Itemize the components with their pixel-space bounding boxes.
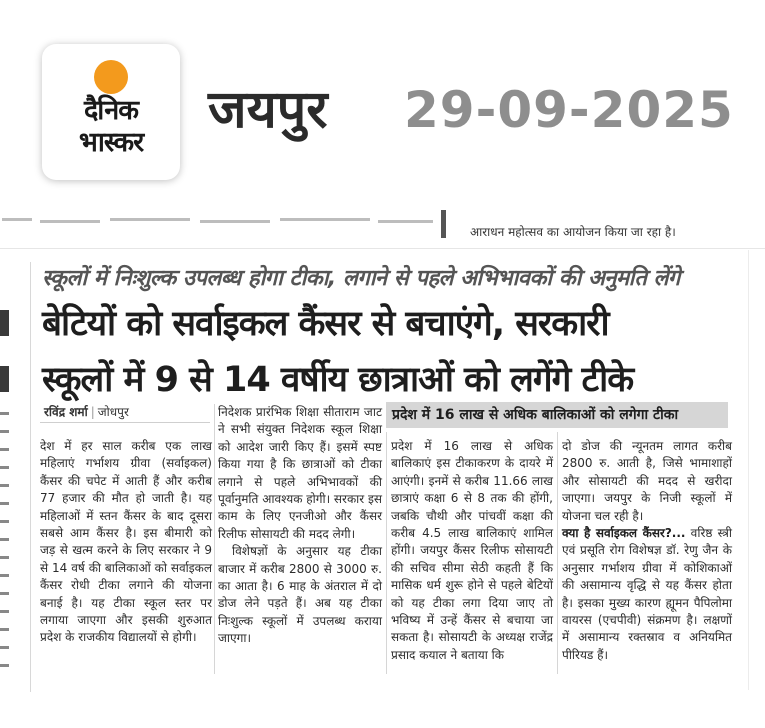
column-divider [557, 432, 558, 674]
sun-icon [94, 60, 128, 94]
column-3-text: प्रदेश में 16 लाख से अधिक बालिकाएं इस टीकाकरण के दायरे में आएंगी। इनमें से करीब 11.66 लाख छात्राएं कक्षा 6 से 8 तक की होंगी, जबकि चौथी और पांचवीं कक्षा की करीब 4.5 लाख बालिकाएं शामिल होंगी। जयपुर कैंसर रिलीफ सोसायटी की सचिव सीमा सेठी कहती हैं कि मासिक धर्म शुरू होने से पहले बेटियों को यह टीका लगा दिया जाए तो भविष्य में उन्हें कैंसर से बचाया जा सकता है। सोसायटी के अध्यक्ष राजेंद्र प्रसाद कयाल ने बताया कि [391, 439, 553, 662]
column-2-para-2: विशेषज्ञों के अनुसार यह टीका बाजार में करीब 2800 से 3000 रु. का आता है। 6 माह के अंतराल में दो डोज लेने पड़ते हैं। अब यह टीका निःशुल्क स्कूलों में उपलब्ध कराया जाएगा। [218, 544, 382, 646]
edition-city: जयपुर [208, 80, 328, 140]
logo-word-dainik: दैनिक [83, 95, 139, 126]
column-4-para-2-text: वरिष्ठ स्त्री एवं प्रसूति रोग विशेषज्ञ डॉ. रेणु जैन के अनुसार गर्भाशय ग्रीवा में कोशिकाओं की असामान्य वृद्धि से यह कैंसर होता है। इसका मुख्य कारण ह्यूमन पैपिलोमा वायरस (एचपीवी) संक्रमण है। लक्षणों में असामान्य रक्तस्राव व अनियमित पीरियड हैं। [562, 526, 732, 662]
column-2-para-1: निदेशक प्रारंभिक शिक्षा सीताराम जाट ने सभी संयुक्त निदेशक स्कूल शिक्षा को आदेश जारी किए हैं। इसमें स्पष्ट किया गया है कि छात्राओं को टीका लगाने से पहले अभिभावकों की पूर्वानुमति आवश्यक होगी। सरकार इस काम के लिए एनजीओ और कैंसर रिलीफ सोसायटी की मदद लेगी। [218, 405, 382, 541]
article-kicker: स्कूलों में निःशुल्क उपलब्ध होगा टीका, लगाने से पहले अभिभावकों की अनुमति लेंगे [42, 266, 680, 291]
logo-word-bhaskar: भास्कर [78, 127, 144, 158]
article-column-1 [40, 438, 212, 647]
byline-place: जोधपुर [97, 405, 129, 419]
article-subhead: प्रदेश में 16 लाख से अधिक बालिकाओं को लगेगा टीका [392, 407, 679, 423]
column-4-para-1: दो डोज की न्यूनतम लागत करीब 2800 रु. आती है, जिसे भामाशाहों और सोसायटी की मदद से खरीदा जाएगा। जयपुर के निजी स्कूलों में योजना चल रही है। [562, 439, 732, 523]
section-divider [0, 248, 765, 249]
clipped-left-column [0, 262, 10, 692]
column-divider [386, 432, 387, 674]
article-column-4 [562, 438, 732, 664]
column-divider [441, 210, 446, 238]
headline-line-1: बेटियों को सर्वाइकल कैंसर से बचाएंगे, सरकारी [42, 304, 609, 344]
headline-line-2: स्कूलों में 9 से 14 वर्षीय छात्राओं को लगेंगे टीके [42, 360, 634, 400]
byline-author: रविंद्र शर्मा [44, 405, 88, 419]
clipped-text-strip [0, 208, 446, 236]
neighbour-article-snippet: आराधन महोत्सव का आयोजन किया जा रहा है। [470, 225, 676, 239]
article-column-2 [218, 404, 382, 648]
column-1-text: देश में हर साल करीब एक लाख महिलाएं गर्भाशय ग्रीवा (सर्वाइकल) कैंसर की चपेट में आती हैं और करीब 77 हजार की मौत हो जाती है। यह महिलाओं में स्तन कैंसर के बाद दूसरा सबसे आम कैंसर है। इस बीमारी को जड़ से खत्म करने के लिए सरकार ने 9 से 14 वर्ष की बालिकाओं को सर्वाइकल कैंसर रोधी टीका लगाने की योजना बनाई है। यह टीका स्कूल स्तर पर लगाया जाएगा और इसकी शुरुआत प्रदेश के राजकीय विद्यालयों से होगी। [40, 439, 212, 645]
byline-divider [40, 422, 210, 423]
article-headline [42, 296, 742, 408]
section-run-in-heading: क्या है सर्वाइकल कैंसर?... [562, 526, 686, 541]
column-divider [30, 262, 31, 692]
article-column-3 [391, 438, 553, 664]
newspaper-logo [42, 44, 180, 180]
page-edge [748, 250, 749, 690]
edition-date: 29-09-2025 [404, 81, 734, 139]
column-4-para-2 [562, 525, 732, 664]
column-divider [214, 404, 215, 674]
byline: रविंद्र शर्मा | जोधपुर [44, 405, 129, 419]
